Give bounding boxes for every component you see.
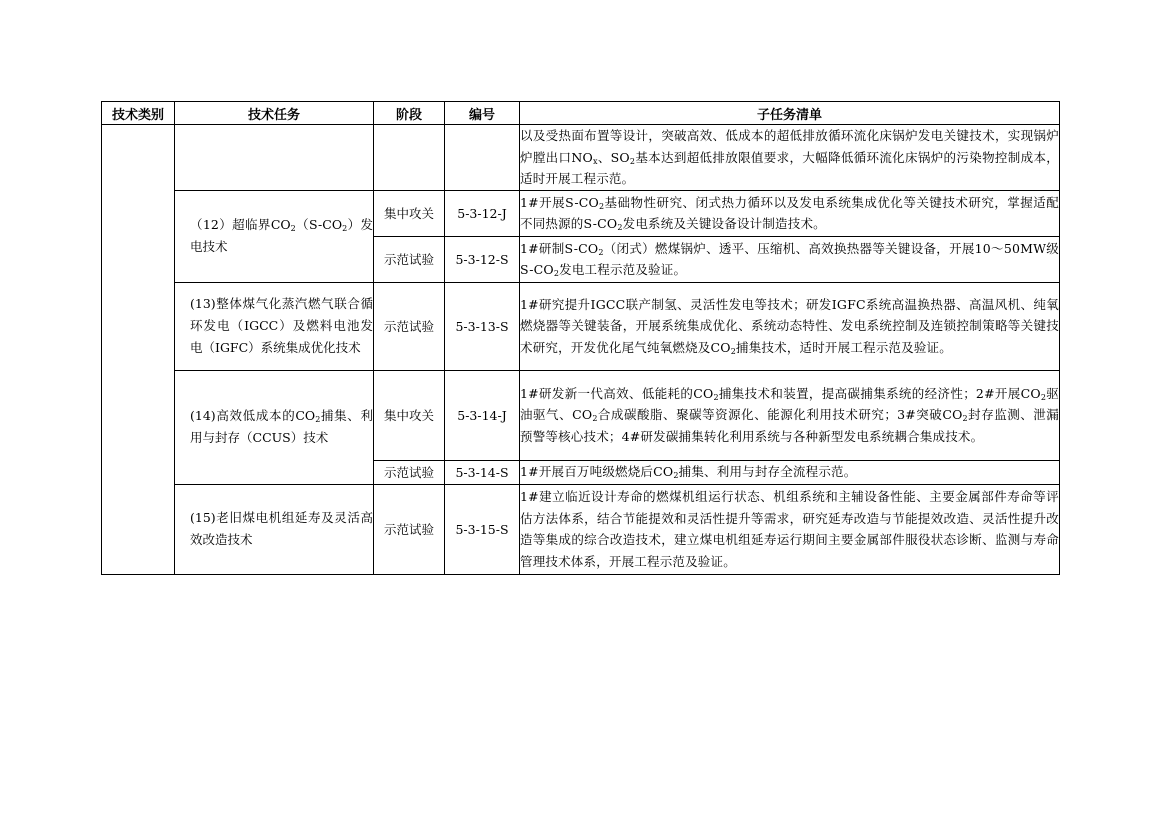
task-text: (13)整体煤气化蒸汽燃气联合循环发电（IGCC）及燃料电池发电（IGFC）系统集成优化技术 — [190, 296, 373, 355]
code-cell: 5-3-12-S — [445, 236, 520, 282]
stage-cell: 集中攻关 — [374, 190, 445, 236]
code-cell: 5-3-14-J — [445, 370, 520, 460]
subtask-cell: 1#建立临近设计寿命的燃煤机组运行状态、机组系统和主辅设备性能、主要金属部件寿命等评估方法体系，结合节能提效和灵活性提升等需求，研究延寿改造与节能提效改造、灵活性提升改造等集成的综合改造技术，建立煤电机组延寿运行期间主要金属部件服役状态诊断、监测与寿命管理技术体系，开展工程示范及验证。 — [520, 484, 1060, 574]
code-cell: 5-3-14-S — [445, 460, 520, 484]
table-row — [102, 282, 1060, 370]
stage-cell: 示范试验 — [374, 460, 445, 484]
stage-cell-empty — [374, 125, 445, 191]
subtask-cell: 1#研发新一代高效、低能耗的$CO_2$捕集技术和装置，提高碳捕集系统的经济性；2#开展$CO_2$驱油驱气、$CO_2$合成碳酸脂、聚碳等资源化、能源化利用技术研究；3#突破$CO_2$封存监测、泄漏预警等核心技术；4#研发碳捕集转化利用系统与各种新型发电系统耦合集成技术。 — [520, 370, 1060, 460]
header-category: 技术类别 — [102, 102, 175, 125]
code-cell: 5-3-15-S — [445, 484, 520, 574]
header-task: 技术任务 — [175, 102, 374, 125]
task-cell-empty — [175, 125, 374, 191]
header-stage: 阶段 — [374, 102, 445, 125]
stage-cell: 集中攻关 — [374, 370, 445, 460]
tech-task-table — [101, 101, 1060, 575]
task-cell — [175, 282, 374, 370]
subtask-cell: 1#研制$S-CO_2$（闭式）燃煤锅炉、透平、压缩机、高效换热器等关键设备，开展10～50MW级$S-CO_2$发电工程示范及验证。 — [520, 236, 1060, 282]
task-text: (15)老旧煤电机组延寿及灵活高效改造技术 — [190, 510, 373, 547]
table-row — [102, 125, 1060, 191]
header-subtasks: 子任务清单 — [520, 102, 1060, 125]
stage-cell: 示范试验 — [374, 282, 445, 370]
header-code: 编号 — [445, 102, 520, 125]
code-cell: 5-3-12-J — [445, 190, 520, 236]
table-header-row — [102, 102, 1060, 125]
task-text: (14)高效低成本的$CO_2$捕集、利用与封存（CCUS）技术 — [190, 408, 373, 445]
task-cell — [175, 484, 374, 574]
task-text: （12）超临界$CO_2(S-CO_2)$发电技术 — [190, 217, 374, 254]
stage-cell: 示范试验 — [374, 484, 445, 574]
table-row — [102, 190, 1060, 236]
stage-cell: 示范试验 — [374, 236, 445, 282]
code-cell: 5-3-13-S — [445, 282, 520, 370]
code-cell-empty — [445, 125, 520, 191]
table-row — [102, 484, 1060, 574]
task-cell — [175, 370, 374, 484]
subtask-cell: 1#研究提升IGCC联产制氢、灵活性发电等技术；研发IGFC系统高温换热器、高温风机、纯氧燃烧器等关键装备，开展系统集成优化、系统动态特性、发电系统控制及连锁控制策略等关键技术研究，开发优化尾气纯氧燃烧及$CO_2$捕集技术，适时开展工程示范及验证。 — [520, 282, 1060, 370]
subtask-cell: 1#开展$S-CO_2$基础物性研究、闭式热力循环以及发电系统集成优化等关键技术研究，掌握适配不同热源的$S-CO_2$发电系统及关键设备设计制造技术。 — [520, 190, 1060, 236]
category-cell — [102, 125, 175, 575]
subtask-cell: 1#开展百万吨级燃烧后$CO_2$捕集、利用与封存全流程示范。 — [520, 460, 1060, 484]
table-row — [102, 370, 1060, 460]
task-cell — [175, 190, 374, 282]
subtask-cell: 以及受热面布置等设计，突破高效、低成本的超低排放循环流化床锅炉发电关键技术，实现锅炉炉膛出口$NO_x$、$SO_2$基本达到超低排放限值要求，大幅降低循环流化床锅炉的污染物控制成本，适时开展工程示范。 — [520, 125, 1060, 191]
